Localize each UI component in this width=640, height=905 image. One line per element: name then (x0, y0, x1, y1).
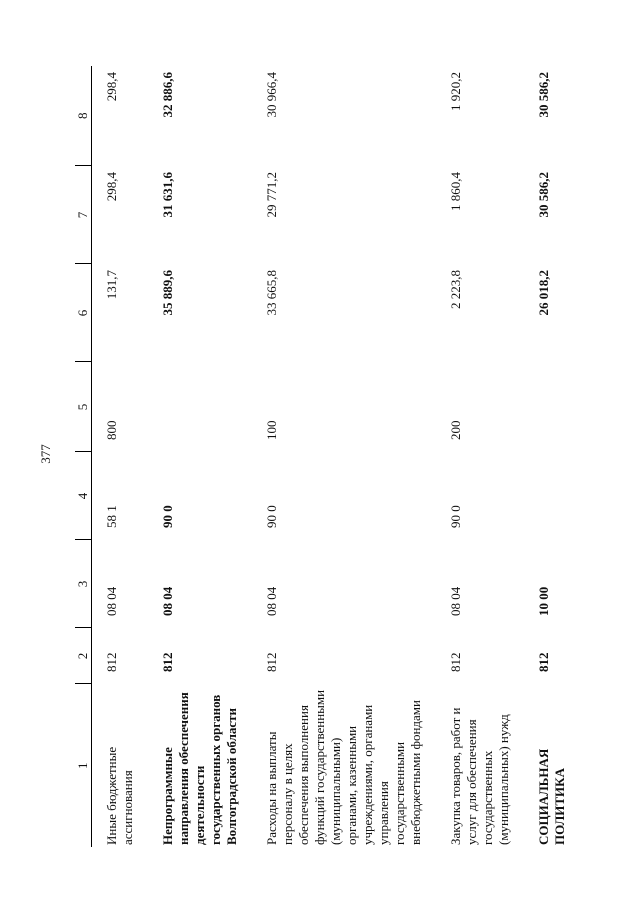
row-name: СОЦИАЛЬНАЯ ПОЛИТИКА (536, 748, 567, 845)
row-value-7: 31 631,6 (160, 172, 175, 218)
row-value-8: 32 886,6 (160, 72, 175, 118)
row-value-8: 30 966,4 (264, 72, 279, 118)
col-header-2: 2 (75, 628, 92, 684)
row-value-7: 1 860,4 (448, 172, 463, 211)
budget-table (75, 66, 580, 847)
row-name: Иные бюджетные ассигнования (104, 746, 135, 845)
row-value-6: 131,7 (104, 270, 119, 300)
row-section: 08 04 (264, 586, 279, 616)
row-type (148, 362, 252, 452)
row-article (524, 452, 580, 540)
row-value-6: 2 223,8 (448, 270, 463, 309)
col-header-8: 8 (75, 66, 92, 166)
row-section: 08 04 (104, 586, 119, 616)
table-row (92, 66, 149, 847)
row-article: 90 0 (264, 505, 279, 528)
row-value-7: 29 771,2 (264, 172, 279, 218)
row-type (524, 362, 580, 452)
col-header-7: 7 (75, 166, 92, 264)
row-code: 812 (264, 652, 279, 672)
row-article: 90 0 (448, 505, 463, 528)
row-value-7: 30 586,2 (536, 172, 551, 218)
row-name: Непрограммные направления обеспечения деятельности государственных органов Волгоградской области (160, 692, 239, 845)
table-row (148, 66, 252, 847)
col-header-1: 1 (75, 684, 92, 847)
row-code: 812 (160, 652, 175, 672)
row-type: 100 (264, 420, 279, 440)
row-name: Закупка товаров, работ и услуг для обеспечения государственных (муниципальных) нужд (448, 707, 511, 845)
row-value-8: 30 586,2 (536, 72, 551, 118)
row-code: 812 (104, 652, 119, 672)
table-row (252, 66, 436, 847)
col-header-6: 6 (75, 264, 92, 362)
row-article: 90 0 (160, 505, 175, 528)
header-row (75, 66, 92, 847)
col-header-4: 4 (75, 452, 92, 540)
col-header-3: 3 (75, 540, 92, 628)
row-value-8: 298,4 (104, 72, 119, 102)
col-header-5: 5 (75, 362, 92, 452)
row-code: 812 (536, 652, 551, 672)
row-name: Расходы на выплаты персоналу в целях обеспечения выполнения функций государственными (муниципальными) органами, казенными учреждениями, органами управления государственными внебюджетными фондами (264, 689, 423, 845)
row-code: 812 (448, 652, 463, 672)
row-type: 800 (104, 420, 119, 440)
page-number: 377 (37, 444, 53, 464)
row-value-6: 26 018,2 (536, 270, 551, 316)
row-section: 10 00 (536, 586, 551, 616)
row-value-8: 1 920,2 (448, 72, 463, 111)
row-value-6: 33 665,8 (264, 270, 279, 316)
table-row (436, 66, 524, 847)
row-type: 200 (448, 420, 463, 440)
row-section: 08 04 (448, 586, 463, 616)
row-value-7: 298,4 (104, 172, 119, 202)
row-section: 08 04 (160, 586, 175, 616)
table-row (524, 66, 580, 847)
row-value-6: 35 889,6 (160, 270, 175, 316)
row-article: 58 1 (104, 505, 119, 528)
